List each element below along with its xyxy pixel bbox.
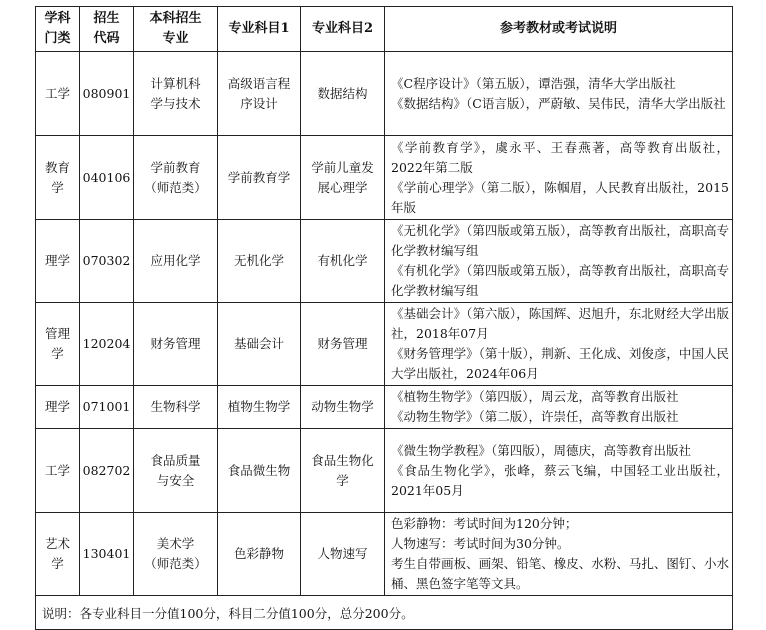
subject2-cell-line: 学 bbox=[336, 472, 349, 488]
header-reference: 参考教材或考试说明 bbox=[385, 7, 733, 52]
reference-cell-line: 《学前心理学》（第二版），陈帼眉，人民教育出版社，2015年版 bbox=[391, 179, 729, 215]
reference-cell bbox=[385, 386, 733, 429]
reference-cell-line: 考生自带画板、画架、铅笔、橡皮、水粉、马扎、图钉、小水桶、黑色签字笔等文具。 bbox=[391, 556, 729, 591]
subject2-cell bbox=[301, 52, 385, 136]
major-cell bbox=[134, 386, 218, 429]
table-row bbox=[36, 513, 733, 596]
subject2-cell-line: 有机化学 bbox=[317, 253, 368, 268]
reference-cell-line: 《微生物学教程》（第四版），周德庆，高等教育出版社 bbox=[391, 442, 692, 458]
discipline-cell bbox=[36, 303, 80, 386]
subject1-cell bbox=[218, 303, 301, 386]
major-cell bbox=[134, 220, 218, 303]
subject1-cell-line: 食品微生物 bbox=[227, 462, 291, 478]
table-header-row bbox=[36, 7, 733, 52]
header-discipline bbox=[36, 7, 80, 52]
major-cell bbox=[134, 52, 218, 136]
reference-cell-line: 《无机化学》（第四版或第五版），高等教育出版社，高职高专化学教材编写组 bbox=[391, 223, 729, 258]
reference-cell-line: 《动物生物学》（第二版），许崇任，高等教育出版社 bbox=[391, 409, 679, 424]
major-cell-line: 与安全 bbox=[156, 472, 195, 488]
subject2-cell bbox=[301, 136, 385, 220]
reference-cell-line: 色彩静物：考试时间为120分钟； bbox=[391, 516, 578, 531]
code-cell-line: 040106 bbox=[82, 169, 131, 185]
code-cell bbox=[80, 52, 134, 136]
reference-cell bbox=[385, 513, 733, 596]
table-row bbox=[36, 136, 733, 220]
code-cell-line: 130401 bbox=[82, 546, 131, 561]
subject2-cell-line: 财务管理 bbox=[317, 336, 368, 351]
subject2-cell bbox=[301, 386, 385, 429]
major-cell-line: 应用化学 bbox=[150, 253, 201, 268]
major-cell bbox=[134, 136, 218, 220]
reference-cell-line: 《食品生物化学》，张峰，蔡云飞编，中国轻工业出版社，2021年05月 bbox=[391, 462, 729, 498]
major-cell-line: 学与技术 bbox=[150, 95, 201, 111]
reference-cell-line: 《数据结构》（C语言版），严蔚敏、吴伟民，清华大学出版社 bbox=[391, 95, 726, 111]
header-code-text: 招生代码 bbox=[93, 11, 120, 46]
reference-cell bbox=[385, 429, 733, 513]
major-cell-line: （师范类） bbox=[144, 556, 207, 571]
reference-cell-line: 人物速写：考试时间为30分钟。 bbox=[391, 536, 570, 551]
reference-cell-line: 《植物生物学》（第四版），周云龙，高等教育出版社 bbox=[391, 389, 679, 404]
major-cell-line: 计算机科 bbox=[150, 75, 201, 91]
subject1-cell bbox=[218, 513, 301, 596]
subject2-cell-line: 展心理学 bbox=[317, 179, 368, 195]
code-cell bbox=[80, 220, 134, 303]
subject1-cell-line: 色彩静物 bbox=[233, 546, 284, 561]
table-row bbox=[36, 52, 733, 136]
major-cell-line: 财务管理 bbox=[150, 336, 201, 351]
header-discipline-text: 学科门类 bbox=[44, 11, 71, 46]
table-row bbox=[36, 303, 733, 386]
reference-cell-line: 《有机化学》（第四版或第五版），高等教育出版社，高职高专化学教材编写组 bbox=[391, 263, 729, 298]
code-cell bbox=[80, 136, 134, 220]
subject1-cell-line: 植物生物学 bbox=[227, 399, 291, 414]
subject2-cell-line: 人物速写 bbox=[317, 546, 368, 561]
major-cell-line: 学前教育 bbox=[150, 159, 201, 175]
reference-cell bbox=[385, 136, 733, 220]
subject2-cell bbox=[301, 513, 385, 596]
table-row bbox=[36, 386, 733, 429]
reference-cell-line: 《财务管理学》（第十版），荆新、王化成、刘俊彦，中国人民大学出版社，2024年06月 bbox=[391, 346, 729, 381]
subject2-cell-line: 动物生物学 bbox=[311, 399, 374, 414]
code-cell bbox=[80, 386, 134, 429]
discipline-cell-line: 艺术学 bbox=[44, 536, 70, 571]
subject1-cell bbox=[218, 52, 301, 136]
discipline-cell bbox=[36, 429, 80, 513]
code-cell-line: 070302 bbox=[82, 253, 131, 268]
code-cell-line: 120204 bbox=[82, 336, 131, 351]
subject2-cell-line: 学前儿童发 bbox=[311, 159, 374, 175]
discipline-cell bbox=[36, 52, 80, 136]
major-cell-line: （师范类） bbox=[144, 179, 207, 195]
subject2-cell bbox=[301, 220, 385, 303]
major-cell-line: 食品质量 bbox=[150, 452, 201, 468]
discipline-cell-line: 工学 bbox=[44, 85, 70, 101]
reference-cell bbox=[385, 52, 733, 136]
code-cell-line: 071001 bbox=[82, 399, 131, 414]
header-major-text: 本科招生专业 bbox=[149, 11, 202, 46]
subject2-cell bbox=[301, 303, 385, 386]
discipline-cell bbox=[36, 220, 80, 303]
reference-cell-line: 《学前教育学》，虞永平、王春燕著，高等教育出版社，2022年第二版 bbox=[391, 139, 729, 175]
subject1-cell-line: 学前教育学 bbox=[227, 169, 291, 185]
subject1-cell-line: 序设计 bbox=[240, 95, 278, 111]
discipline-cell-line: 工学 bbox=[44, 462, 70, 478]
code-cell-line: 082702 bbox=[82, 462, 131, 478]
discipline-cell bbox=[36, 136, 80, 220]
subject2-cell-line: 数据结构 bbox=[317, 85, 368, 101]
reference-cell-line: 《基础会计》（第六版），陈国辉、迟旭升，东北财经大学出版社，2018年07月 bbox=[391, 306, 729, 341]
major-cell bbox=[134, 513, 218, 596]
header-subject2: 专业科目2 bbox=[301, 7, 385, 52]
subject1-cell bbox=[218, 429, 301, 513]
code-cell bbox=[80, 303, 134, 386]
header-major bbox=[134, 7, 218, 52]
table-row bbox=[36, 429, 733, 513]
code-cell bbox=[80, 429, 134, 513]
major-cell-line: 生物科学 bbox=[150, 399, 201, 414]
subject2-cell bbox=[301, 429, 385, 513]
header-subject1: 专业科目1 bbox=[218, 7, 301, 52]
reference-cell bbox=[385, 220, 733, 303]
code-cell-line: 080901 bbox=[82, 85, 131, 101]
subject1-cell-line: 无机化学 bbox=[233, 253, 284, 268]
subject1-cell-line: 高级语言程 bbox=[227, 75, 291, 91]
discipline-cell-line: 教育学 bbox=[44, 159, 70, 195]
admission-table bbox=[35, 6, 733, 630]
reference-cell bbox=[385, 303, 733, 386]
discipline-cell-line: 理学 bbox=[44, 253, 70, 268]
major-cell bbox=[134, 429, 218, 513]
subject1-cell bbox=[218, 220, 301, 303]
header-code bbox=[80, 7, 134, 52]
major-cell-line: 美术学 bbox=[156, 536, 195, 551]
admission-table-container bbox=[35, 6, 732, 630]
subject1-cell-line: 基础会计 bbox=[233, 336, 284, 351]
subject2-cell-line: 食品生物化 bbox=[311, 452, 374, 468]
major-cell bbox=[134, 303, 218, 386]
code-cell bbox=[80, 513, 134, 596]
subject1-cell bbox=[218, 136, 301, 220]
reference-cell-line: 《C程序设计》（第五版），谭浩强，清华大学出版社 bbox=[391, 75, 676, 91]
discipline-cell bbox=[36, 386, 80, 429]
discipline-cell-line: 理学 bbox=[44, 399, 70, 414]
discipline-cell bbox=[36, 513, 80, 596]
subject1-cell bbox=[218, 386, 301, 429]
note-text: 说明：各专业科目一分值100分，科目二分值100分，总分200分。 bbox=[36, 596, 733, 630]
discipline-cell-line: 管理学 bbox=[44, 326, 70, 361]
table-row bbox=[36, 220, 733, 303]
